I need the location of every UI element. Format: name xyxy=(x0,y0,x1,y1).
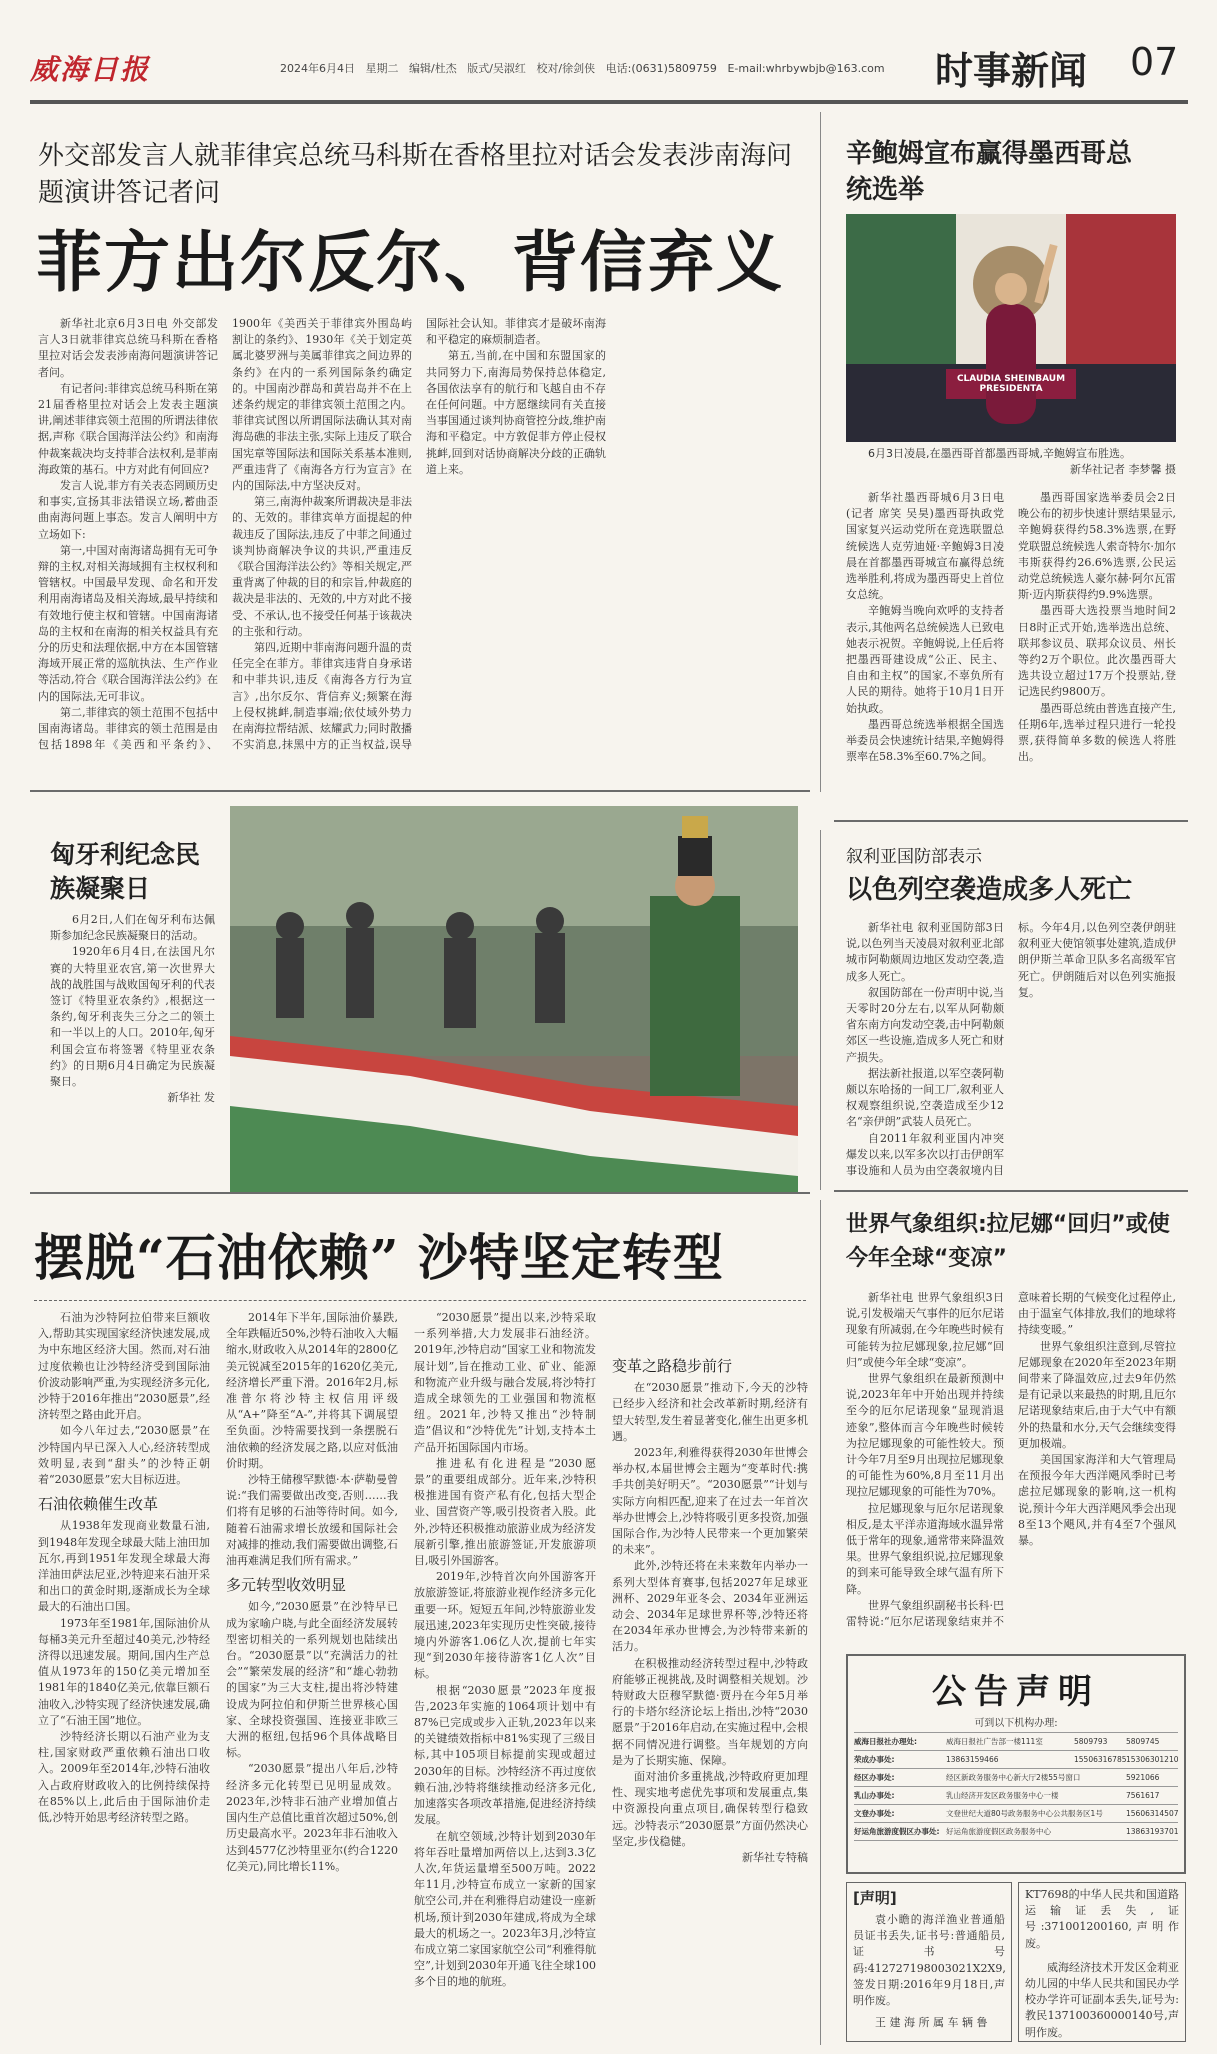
agency-phone: 13863193701 xyxy=(1126,1827,1179,1836)
paragraph: 面对油价多重挑战,沙特政府更加理性、现实地考虑优先事项和发展重点,集中资源投向重点项目,确保转型行稳致远。沙特表示“2030愿景”方面仍然决心坚定,步伐稳健。 xyxy=(612,1770,808,1848)
paragraph: 第四,近期中菲南海问题升温的责任完全在菲方。菲律宾违背自身承诺和中菲共识,违反《南海各方行为宣言》,出尔反尔、背信弃义;频繁在海上侵权挑衅,制造事端;依仗域外势力在南海拉帮结派、炫耀武力;同时散播不实消息,抹黑中方的正当权益,误导国际社会认知。菲律宾才是破坏南海和平稳定的麻烦制造者。 xyxy=(232,317,606,752)
paragraph: 在航空领域,沙特计划到2030年将年吞吐量增加两倍以上,达到3.3亿人次,年货运量增至500万吨。2022年11月,沙特宣布成立一家新的国家航空公司,并在利雅得启动建设一座新机场,预计到2030年建成,将成为全球最大的机场之一。2023年3月,沙特宣布成立第二家国家航空公司“利雅得航空”,计划到2030年开通飞往全球100多个目的地的航班。 xyxy=(414,1829,596,1989)
agency-address: 乳山经济开发区政务服务中心一楼 xyxy=(946,1791,1059,1800)
agency-phone: 15606314507 xyxy=(1126,1809,1179,1818)
agency-address: 13863159466 xyxy=(946,1755,999,1764)
paragraph: 沙特经济长期以石油产业为支柱,国家财政严重依赖石油出口收入。2009年至2014年,沙特石油收入占政府财政收入的比例持续保持在85%以上,此后由于国际油价走低,沙特开始思考经济转型之路。 xyxy=(38,1730,210,1825)
paragraph: 第一,中国对南海诸岛拥有无可争辩的主权,对相关海域拥有主权权利和管辖权。中国最早发现、命名和开发利用南海诸岛及相关海域,最早持续和有效地行使主权和管辖。中国南海诸岛的主权和在南海的相关权益具有充分的历史和法理依据,中方在本国管辖海域开展正常的巡航执法、生产作业等活动,符合《联合国海洋法公约》在内的国际法,无可非议。 xyxy=(38,543,218,703)
article4-kicker: 叙利亚国防部表示 xyxy=(846,847,982,867)
paragraph: 有记者问:菲律宾总统马科斯在第21届香格里拉对话会上发表主题演讲,阐述菲律宾领土范围的所谓法律依据,声称《联合国海洋法公约》和南海仲裁案裁决均支持菲合法权利,是菲南海政策的基石。中方对此有何回应? xyxy=(38,381,218,476)
paragraph: 世界气象组织在最新预测中说,2023年年中开始出现并持续至今的厄尔尼诺现象“显现消退迹象”,整体而言今年晚些时候转为拉尼娜现象的可能性较大。预计今年7月至9月出现拉尼娜现象的可能性为60%,8月至11月出现拉尼娜现象的可能性为70%。 xyxy=(846,1372,1004,1499)
paragraph: 新华社电 叙利亚国防部3日说,以色列当天凌晨对叙利亚北部城市阿勒颇周边地区发动空袭,造成多人死亡。 xyxy=(846,921,1004,983)
issue-weekday: 星期二 xyxy=(365,62,399,75)
agency-table xyxy=(854,1732,1178,1841)
column-divider xyxy=(820,112,821,792)
article6-col3 xyxy=(414,1310,596,2045)
article1-kicker: 外交部发言人就菲律宾总统马科斯在香格里拉对话会发表涉南海问题演讲答记者问 xyxy=(38,141,793,208)
agency-row xyxy=(854,1822,1178,1841)
agency-row xyxy=(854,1750,1178,1768)
paragraph: 石油为沙特阿拉伯带来巨额收入,帮助其实现国家经济快速发展,成为中东地区经济大国。然而,对石油过度依赖也让沙特经济受到国际油价波动影响严重,为实现经济多元化,沙特于2016年推出“2030愿景”,经济转型之路由此开启。 xyxy=(38,1311,210,1422)
paragraph: 如今八年过去,“2030愿景”在沙特国内早已深入人心,经济转型成效明显,表到“甜头”的沙特正朝着“2030愿景”宏大目标迈进。 xyxy=(38,1424,210,1487)
agency-row xyxy=(854,1804,1178,1822)
paragraph: 墨西哥总统由普选直接产生,任期6年,选举过程只进行一轮投票,获得简单多数的候选人将胜出。 xyxy=(1018,701,1176,764)
agency-address: 好运角旅游度假区政务服务中心 xyxy=(946,1827,1051,1836)
proofreader: 校对/徐剑侠 xyxy=(536,62,596,75)
agency-phone: 5921066 xyxy=(1126,1773,1160,1782)
paragraph: 拉尼娜现象与厄尔尼诺现象相反,是太平洋赤道海域水温异常低于常年的现象,通常带来降温效果。世界气象组织说,拉尼娜现象的到来可能导致全球气温有所下降。 xyxy=(846,1501,1004,1596)
agency-phone: 15506316785 xyxy=(1074,1755,1127,1764)
paragraph: 第二,菲律宾的领土范围不包括中国南海诸岛。菲律宾的领土范围是由包括1898年《美西和平条约》、1900年《美西关于菲律宾外围岛屿割让的条约》、1930年《关于划定英属北婆罗洲与美属菲律宾之间边界的条约》在内的一系列国际条约确定的。中国南沙群岛和黄岩岛并不在上述条约规定的菲律宾领土范围之内。菲律宾试图以所谓国际法确认其对南海岛礁的非法主张,实际上违反了联合国宪章等国际法和国际关系基本准则,严重违背了《南海各方行为宣言》在内的国际法,中方坚决反对。 xyxy=(38,317,412,752)
subhead-reform-path: 变革之路稳步前行 xyxy=(612,1357,733,1375)
paragraph: 据法新社报道,以军空袭阿勒颇以东哈扬的一间工厂,叙利亚人权观察组织说,空袭造成至少12名“亲伊朗”武装人员死亡。 xyxy=(846,1066,1004,1129)
photo-credit: 新华社记者 李梦馨 摄 xyxy=(1070,463,1176,476)
column-divider xyxy=(820,1200,821,2045)
agency-row xyxy=(854,1732,1178,1750)
article3-headline: 匈牙利纪念民族凝聚日 xyxy=(50,840,201,903)
paragraph: 沙特王储穆罕默德·本·萨勒曼曾说:“我们需要做出改变,否则……我们将有足够的石油等待时间。如今,随着石油需求增长放缓和国际社会对减排的推动,我们需要做出调整,石油再难满足我们所有需求。” xyxy=(226,1473,398,1568)
paragraph: 墨西哥总统选举根据全国选举委员会快速统计结果,辛鲍姆得票率在58.3%至60.7%之间。 xyxy=(846,717,1004,764)
phone: 电话:(0631)5809759 xyxy=(605,62,717,75)
paragraph: 辛鲍姆当晚向欢呼的支持者表示,其他两名总统候选人已致电她表示祝贺。辛鲍姆说,上任后将把墨西哥建设成“公正、民主、自由和主权”的国家,不辜负所有人民的期待。她将于10月1日开始执政。 xyxy=(846,604,1004,715)
section-rule xyxy=(834,1190,1188,1192)
podium-sign: CLAUDIA SHEINBAUM PRESIDENTA xyxy=(956,374,1066,394)
article5-headline: 世界气象组织:拉尼娜“回归”或使今年全球“变凉” xyxy=(846,1212,1170,1271)
agency-label: 文登办事处: xyxy=(854,1809,895,1818)
article6-col1 xyxy=(38,1310,210,2045)
article6-col2 xyxy=(226,1310,398,2045)
notice-right xyxy=(1018,1882,1186,2042)
paragraph: 第五,当前,在中国和东盟国家的共同努力下,南海局势保持总体稳定,各国依法享有的航行和飞越自由不存在任何问题。中方愿继续同有关直接当事国通过谈判协商管控分歧,维护南海和平稳定。中方敦促菲方停止侵权挑衅,回到对话协商解决分歧的正确轨道上来。 xyxy=(426,349,606,476)
paragraph: “2030愿景”提出以来,沙特采取一系列举措,大力发展非石油经济。2019年,沙特启动“国家工业和物流发展计划”,旨在推动工业、矿业、能源和物流产业升级与融合发展,将沙特打造成全球领先的工业强国和物流枢纽。2021年,沙特又推出“沙特制造”倡议和“沙特优先”计划,支持本土产品开拓国际国内市场。 xyxy=(414,1311,596,1454)
paragraph: 世界气象组织注意到,尽管拉尼娜现象在2020年至2023年期间带来了降温效应,过去9年仍然是有记录以来最热的时期,且厄尔尼诺现象结束后,由于大气中有额外的热量和水分,天气会继续变得更加极端。 xyxy=(1018,1339,1176,1450)
notice-left xyxy=(846,1882,1012,2042)
paragraph: “2030愿景”提出八年后,沙特经济多元化转型已见明显成效。2023年,沙特非石油产业增加值占国内生产总值比重首次超过50%,创历史最高水平。2023年非石油收入达到4577亿沙特里亚尔(约合1220亿美元),同比增长11%。 xyxy=(226,1762,398,1873)
issue-date: 2024年6月4日 xyxy=(280,62,355,75)
paragraph: 发言人说,菲方有关表态罔顾历史和事实,宣扬其非法错误立场,蓄曲歪曲南海问题上事态。发言人阐明中方立场如下: xyxy=(38,479,218,541)
paragraph: 此外,沙特还将在未来数年内举办一系列大型体育赛事,包括2027年足球亚洲杯、2029年亚冬会、2034年亚洲运动会、2034年足球世界杯等,沙特还将在2034年承办世博会,为沙特带来新的活力。 xyxy=(612,1559,808,1654)
article3-body xyxy=(50,912,215,1172)
agency-phone: 5809793 xyxy=(1074,1737,1108,1746)
headline-divider xyxy=(34,1300,806,1301)
masthead-rule xyxy=(30,100,1188,104)
article2-headline: 辛鲍姆宣布赢得墨西哥总统选举 xyxy=(846,139,1133,205)
paragraph: 新华社电 世界气象组织3日说,引发极端天气事件的厄尔尼诺现象有所减弱,在今年晚些时候有可能转为拉尼娜现象,拉尼娜“回归”或使今年全球“变凉”。 xyxy=(846,1291,1004,1369)
agency-label: 乳山办事处: xyxy=(854,1791,895,1800)
section-rule xyxy=(30,1192,810,1194)
masthead xyxy=(30,38,1190,98)
agency-phone: 5809745 xyxy=(1126,1737,1160,1746)
paragraph: 推进私有化进程是“2030愿景”的重要组成部分。近年来,沙特积极推进国有资产私有化,包括大型企业、国营资产等,吸引投资者入股。此外,沙特还积极推动旅游业成为经济发展新引擎,推出旅游签证,开发旅游项目,吸引外国游客。 xyxy=(414,1456,596,1568)
paragraph: 在积极推动经济转型过程中,沙特政府能够正视挑战,及时调整相关规划。沙特财政大臣穆罕默德·贾丹在今年5月举行的卡塔尔经济论坛上指出,沙特“2030愿景”于2016年启动,在实施过程中,会根据不同情况进行调整。当年规划的方向是为了长期实施、保障。 xyxy=(612,1656,808,1767)
paragraph: 如今,“2030愿景”在沙特早已成为家喻户晓,与此全面经济发展转型密切相关的一系列规划也陆续出台。“2030愿景”以“充满活力的社会”“繁荣发展的经济”和“雄心勃勃的国家”为三大支柱,提出将沙特建设成为阿拉伯和伊斯兰世界核心国家、全球投资强国、连接亚非欧三大洲的枢纽,包括96个具体战略目标。 xyxy=(226,1600,398,1760)
agency-phone: 15306301210 xyxy=(1126,1755,1179,1764)
article1-body xyxy=(38,316,800,764)
paragraph: 2019年,沙特首次向外国游客开放旅游签证,将旅游业视作经济多元化重要一环。短短五年间,沙特旅游业发展迅速,2023年实现历史性突破,接待境内外游客1.06亿人次,提前七年实现“到2030年接待游客1亿人次”目标。 xyxy=(414,1570,596,1681)
paragraph: 第三,南海仲裁案所谓裁决是非法的、无效的。菲律宾单方面提起的仲裁违反了国际法,违反了中菲之间通过谈判协商解决争议的共识,严重违反《联合国海洋法公约》等相关规定,严重背离了仲裁的目的和宗旨,仲裁庭的裁决是非法的、无效的,中方对此不接受、不承认,也不接受任何基于该裁决的主张和行动。 xyxy=(232,495,412,638)
subhead-diversification: 多元转型收效明显 xyxy=(226,1576,347,1595)
agency-row xyxy=(854,1768,1178,1786)
email: E-mail:whrbywbjb@163.com xyxy=(727,62,885,75)
paragraph: 新华社墨西哥城6月3日电(记者 席笑 吴昊)墨西哥执政党国家复兴运动党所在竞选联盟总统候选人克劳迪娅·辛鲍姆3日凌晨在首都墨西哥城宣布赢得总统选举胜利,将成为墨西哥史上首位女总统。 xyxy=(846,491,1004,602)
notice-left-extra: 王 建 海 所 属 车 辆 鲁 xyxy=(875,2016,988,2030)
section-rule xyxy=(30,790,810,792)
article3-credit: 新华社 发 xyxy=(167,1091,215,1105)
notice-right-text: KT7698的中华人民共和国道路运输证丢失,证号:371001200160,声明作废。 xyxy=(1025,1888,1179,1950)
sheinbaum-photo xyxy=(846,214,1176,442)
agency-address: 威海日报社广告部一楼111室 xyxy=(946,1737,1043,1746)
paragraph: 自2011年叙利亚国内冲突爆发以来,以军多次以打击伊朗军事设施和人员为由空袭叙境内目标。今年4月,以色列空袭伊朗驻叙利亚大使馆领事处建筑,造成伊朗伊斯兰革命卫队多名高级军官死亡。伊朗随后对以色列实施报复。 xyxy=(846,921,1176,1178)
photo-caption xyxy=(846,446,1176,478)
editor: 编辑/杜杰 xyxy=(409,62,457,75)
paragraph: 在“2030愿景”推动下,今天的沙特已经步入经济和社会改革新时期,经济有望大转型,发生着显著变化,催生出更多机遇。 xyxy=(612,1381,808,1443)
masthead-logo: 威海日报 xyxy=(30,53,151,86)
paragraph: 叙国防部在一份声明中说,当天零时20分左右,以军从阿勒颇省东南方向发动空袭,击中阿勒颇郊区一些设施,造成多人死亡和财产损失。 xyxy=(846,985,1004,1064)
agency-label: 威海日报社办理处: xyxy=(854,1737,917,1746)
paragraph: 6月2日,人们在匈牙利布达佩斯参加纪念民族凝聚日的活动。 xyxy=(50,913,215,943)
agency-label: 好运角旅游度假区办事处: xyxy=(854,1827,940,1836)
caption-text: 6月3日凌晨,在墨西哥首都墨西哥城,辛鲍姆宣布胜选。 xyxy=(868,447,1131,460)
article6-headline: 摆脱“石油依赖” 沙特坚定转型 xyxy=(34,1228,724,1287)
article1-headline: 菲方出尔反尔、背信弃义 xyxy=(36,223,784,301)
article4-headline: 以色列空袭造成多人死亡 xyxy=(846,875,1133,905)
paragraph: 2014年下半年,国际油价暴跌,全年跌幅近50%,沙特石油收入大幅缩水,财政收入从2014年的2800亿美元锐减至2015年的1620亿美元,经济增长严重下滑。2016年2月,标准普尔将沙特主权信用评级从“A+”降至“A-”,并将其下调展望至负面。沙特需要找到一条摆脱石油依赖的经济发展之路,以应对低油价时期。 xyxy=(226,1311,398,1470)
paragraph: 根据“2030愿景”2023年度报告,2023年实施的1064项计划中有87%已完成或步入正轨,2023年以来的关键绩效指标中81%实现了三级目标,其中105项目标提前实现或超过2030年的目标。沙特经济不再过度依赖石油,沙特将继续推动经济多元化,加速落实各项改革措施,促进经济持续发展。 xyxy=(414,1683,596,1827)
agency-label: 荣成办事处: xyxy=(854,1755,895,1764)
paragraph: 2023年,利雅得获得2030年世博会举办权,本届世博会主题为“变革时代:携手共创美好明天”。“2030愿景”“计划与实际方向相匹配,迎来了在过去一年首次举办世博会上,沙特将吸引更多投资,加强国际合作,为沙特人民带来一个更加繁荣的未来”。 xyxy=(612,1446,808,1557)
notice-title: 公告声明 xyxy=(932,1672,1100,1712)
paragraph: 1973年至1981年,国际油价从每桶3美元升至超过40美元,沙特经济得以迅速发展。期间,国内生产总值从1973年的150亿美元增加至1981年的1840亿美元,依靠巨额石油收入,沙特实现了经济快速发展,确立了“石油王国”地位。 xyxy=(38,1616,210,1727)
agency-phone: 7561617 xyxy=(1126,1791,1160,1800)
notice-subtitle: 可到以下机构办理: xyxy=(974,1718,1058,1729)
paragraph: 美国国家海洋和大气管理局在预报今年大西洋飓风季时已考虑拉尼娜现象的影响,这一机构说,预计今年大西洋飓风季会出现8至13个飓风,并有4至7个强风暴。 xyxy=(1018,1453,1176,1548)
notice-left-text: 袁小瞻的海洋渔业普通船员证书丢失,证书号:普通船员,证书号码:412727198003021X2X9,签发日期:2016年9月18日,声明作废。 xyxy=(853,1913,1006,2008)
article6-col4 xyxy=(612,1310,808,2045)
agency-label: 经区办事处: xyxy=(854,1773,895,1782)
section-rule xyxy=(834,820,1188,822)
paragraph: 世界气象组织副秘书长科·巴雷特说:“厄尔尼诺现象结束并不意味着长期的气候变化过程停止,由于温室气体排放,我们的地球将持续变暖。” xyxy=(846,1291,1176,1629)
notice-left-heading: [声明] xyxy=(853,1889,897,1907)
layout-editor: 版式/吴淑红 xyxy=(467,62,526,75)
paragraph: 新华社北京6月3日电 外交部发言人3日就菲律宾总统马科斯在香格里拉对话会发表涉南海问题演讲答记者问。 xyxy=(38,317,218,379)
agency-row xyxy=(854,1786,1178,1804)
subhead-oil-dependence: 石油依赖催生改革 xyxy=(38,1495,159,1514)
masthead-info xyxy=(280,60,885,76)
agency-address: 经区新政务服务中心新大厅2楼55号窗口 xyxy=(946,1773,1081,1782)
article5-body xyxy=(846,1290,1176,1646)
notice-box xyxy=(846,1654,1186,1874)
paragraph: 墨西哥大选投票当地时间2日8时正式开始,选举选出总统、联邦参议员、联邦众议员、州长等约2万个职位。此次墨西哥大选共设立超过17万个投票站,登记选民约9800万。 xyxy=(1018,604,1176,699)
paragraph: 从1938年发现商业数量石油,到1948年发现全球最大陆上油田加瓦尔,再到1951年发现全球最大海洋油田萨法尼亚,沙特迎来石油开采和出口的黄金时期,逐渐成长为全球最大的石油出口国。 xyxy=(38,1519,210,1614)
paragraph: 墨西哥国家选举委员会2日晚公布的初步快速计票结果显示,辛鲍姆获得约58.3%选票,在野党联盟总统候选人索奇特尔·加尔韦斯获得约26.6%选票,公民运动党总统候选人豪尔赫·阿尔瓦雷斯·迈内斯获得约9.9%选票。 xyxy=(1018,491,1176,602)
notice-right-text2: 威海经济技术开发区金莉亚幼儿园的中华人民共和国民办学校办学许可证副本丢失,证号为:教民137100360000140号,声明作废。 xyxy=(1025,1960,1179,2039)
paragraph: 1920年6月4日,在法国凡尔赛的大特里亚农宫,第一次世界大战的战胜国与战败国匈牙利的代表签订《特里亚农条约》,根据这一条约,匈牙利丧失三分之二的领土和一半以上的人口。2010年,匈牙利国会宣布将签署《特里亚农条约》的日期6月4日确定为民族凝聚日。 xyxy=(50,945,215,1089)
article2-body xyxy=(846,490,1176,790)
article4-body xyxy=(846,920,1176,1182)
column-divider xyxy=(820,830,821,1190)
hungary-parade-photo xyxy=(230,806,798,1194)
agency-address: 文登世纪大道80号政务服务中心公共服务区1号 xyxy=(946,1809,1103,1818)
article6-credit: 新华社专特稿 xyxy=(742,1851,808,1865)
section-title: 时事新闻 xyxy=(935,49,1088,93)
page-number: 07 xyxy=(1130,40,1179,84)
